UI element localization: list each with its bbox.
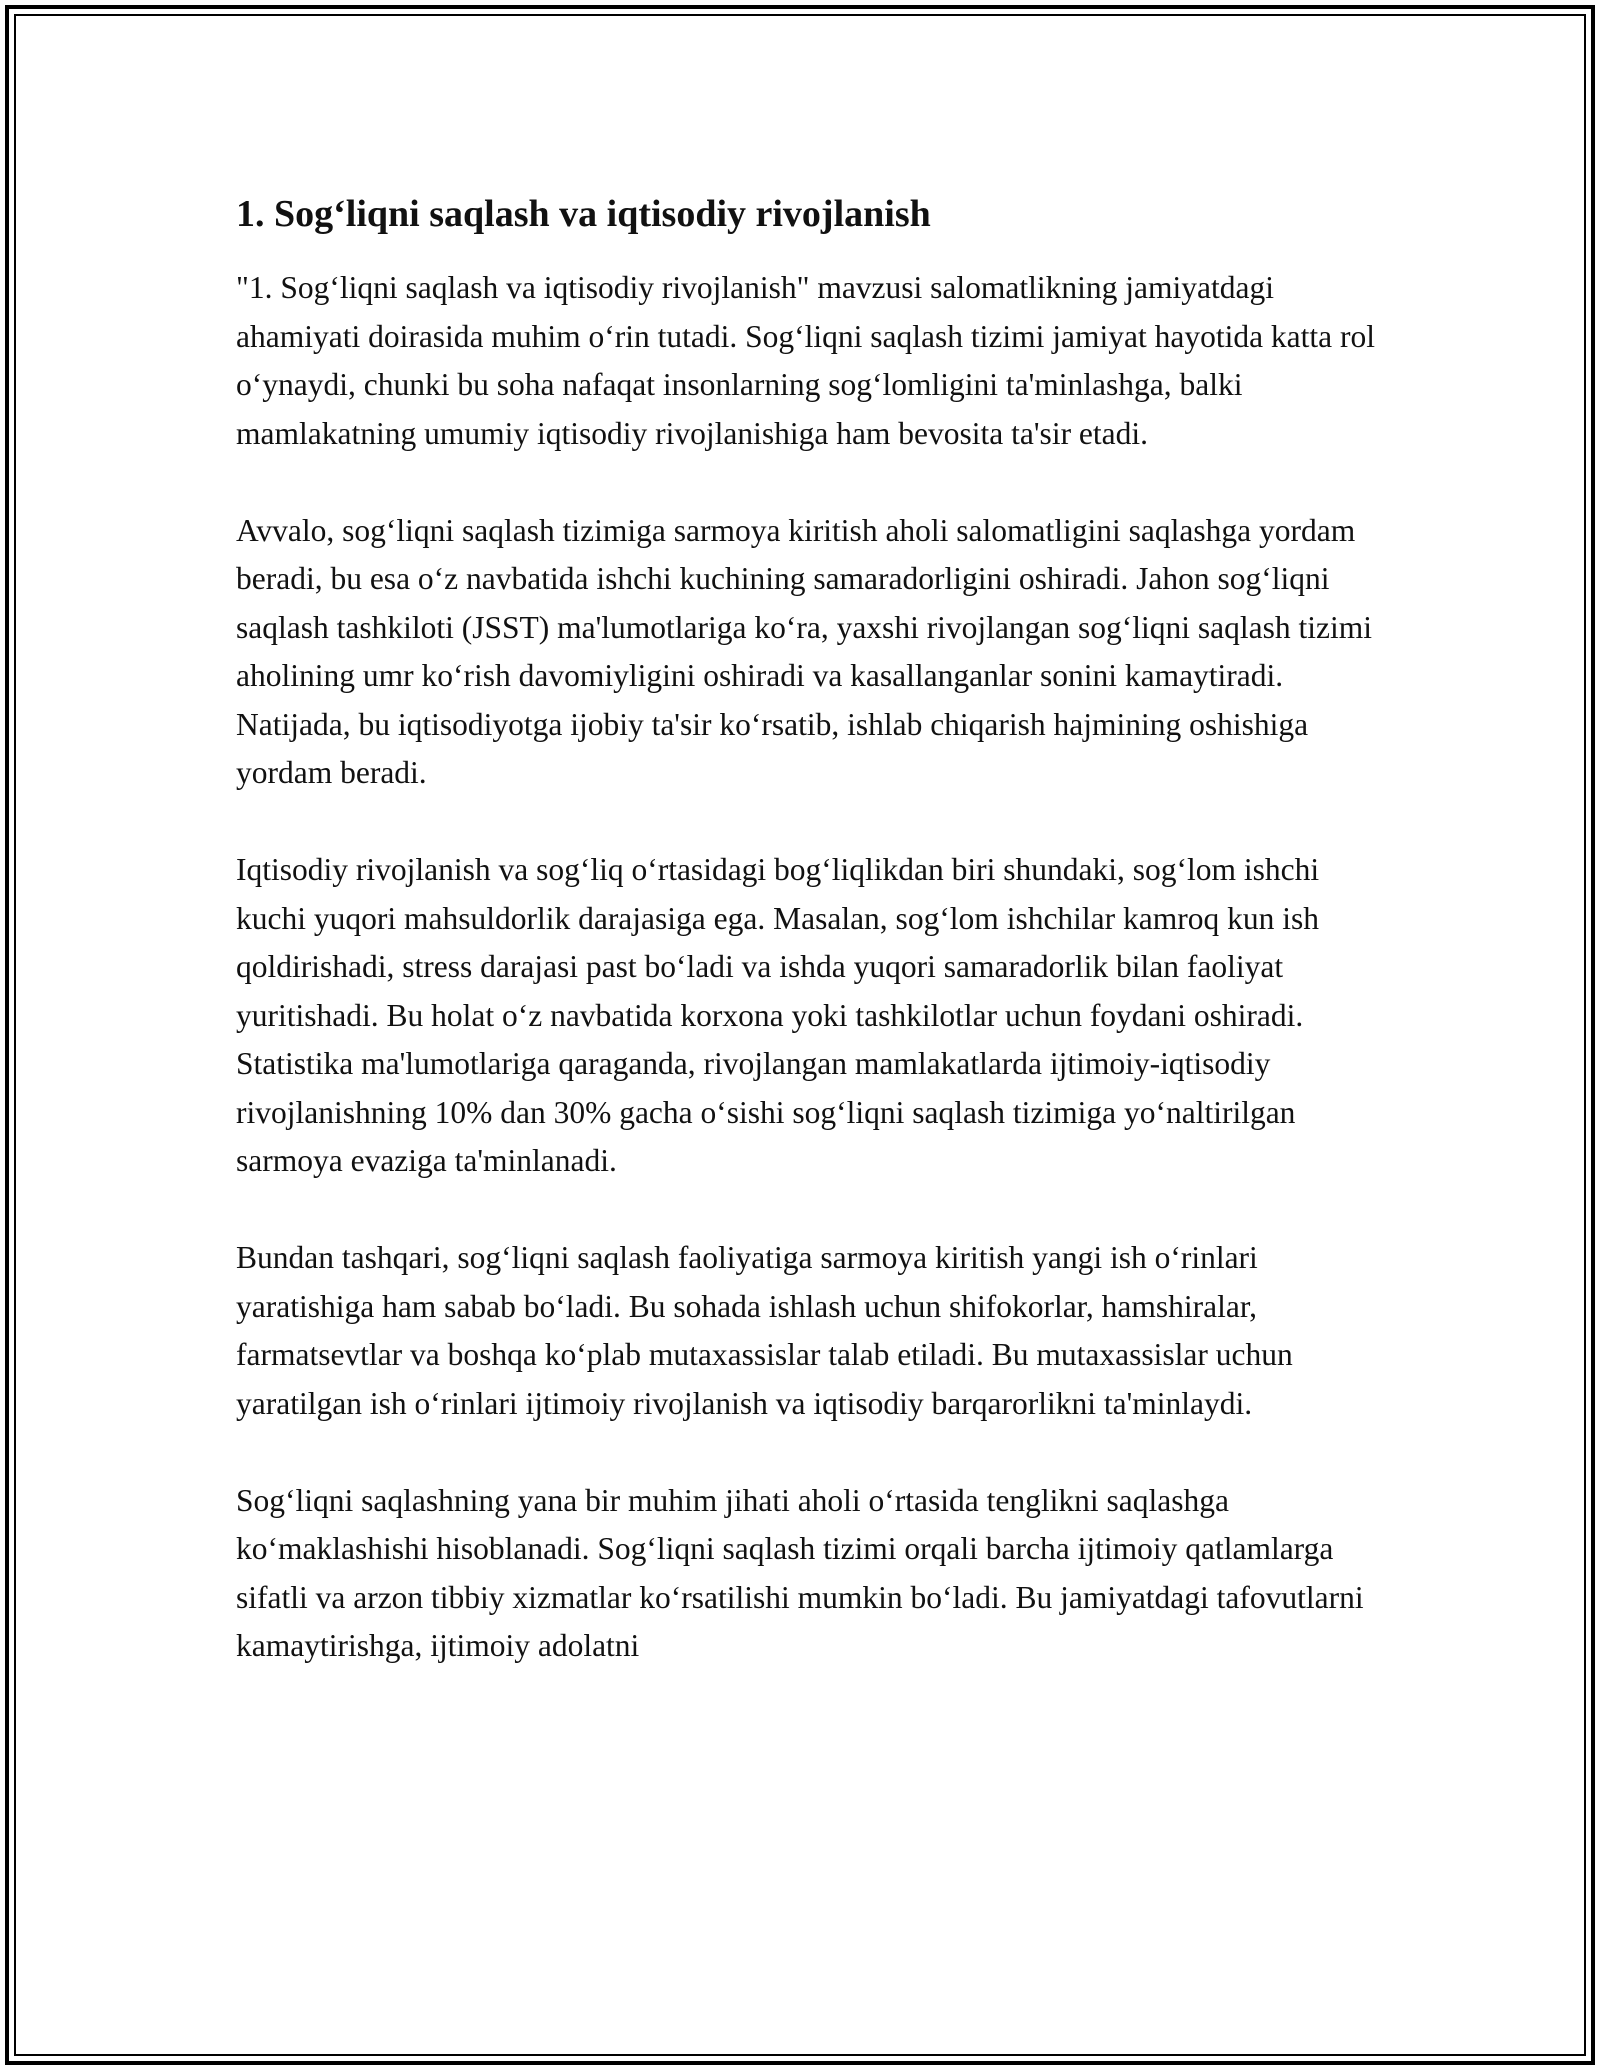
document-title: 1. Sog‘liqni saqlash va iqtisodiy rivojlanish <box>236 193 931 235</box>
paragraph-5: Sog‘liqni saqlashning yana bir muhim jihati aholi o‘rtasida tenglikni saqlashga ko‘maklashishi hisoblanadi. Sog‘liqni saqlash tizimi orqali barcha ijtimoiy qatlamlarga sifatli va arzon tibbiy xizmatlar ko‘rsatilishi mumkin bo‘ladi. Bu jamiyatdagi tafovutlarni kamaytirishga, ijtimoiy adolatni <box>236 1482 1364 1663</box>
paragraph-4: Bundan tashqari, sog‘liqni saqlash faoliyatiga sarmoya kiritish yangi ish o‘rinlari yaratishiga ham sabab bo‘ladi. Bu sohada ishlash uchun shifokorlar, hamshiralar, farmatsevtlar va boshqa ko‘plab mutaxassislar talab etiladi. Bu mutaxassislar uchun yaratilgan ish o‘rinlari ijtimoiy rivojlanish va iqtisodiy barqarorlikni ta'minlaydi. <box>236 1240 1293 1421</box>
document-body <box>236 190 1376 1671</box>
paragraph-2: Avvalo, sog‘liqni saqlash tizimiga sarmoya kiritish aholi salomatligini saqlashga yordam beradi, bu esa o‘z navbatida ishchi kuchining samaradorligini oshiradi. Jahon sog‘liqni saqlash tashkiloti (JSST) ma'lumotlariga ko‘ra, yaxshi rivojlangan sog‘liqni saqlash tizimi aholining umr ko‘rish davomiyligini oshiradi va kasallanganlar sonini kamaytiradi. Natijada, bu iqtisodiyotga ijobiy ta'sir ko‘rsatib, ishlab chiqarish hajmining oshishiga yordam beradi. <box>236 512 1372 790</box>
paragraph-1: "1. Sog‘liqni saqlash va iqtisodiy rivojlanish" mavzusi salomatlikning jamiyatdagi ahamiyati doirasida muhim o‘rin tutadi. Sog‘liqni saqlash tizimi jamiyat hayotida katta rol o‘ynaydi, chunki bu soha nafaqat insonlarning sog‘lomligini ta'minlashga, balki mamlakatning umumiy iqtisodiy rivojlanishiga ham bevosita ta'sir etadi. <box>236 270 1376 451</box>
paragraph-3: Iqtisodiy rivojlanish va sog‘liq o‘rtasidagi bog‘liqlikdan biri shundaki, sog‘lom ishchi kuchi yuqori mahsuldorlik darajasiga ega. Masalan, sog‘lom ishchilar kamroq kun ish qoldirishadi, stress darajasi past bo‘ladi va ishda yuqori samaradorlik bilan faoliyat yuritishadi. Bu holat o‘z navbatida korxona yoki tashkilotlar uchun foydani oshiradi. Statistika ma'lumotlariga qaraganda, rivojlangan mamlakatlarda ijtimoiy-iqtisodiy rivojlanishning 10% dan 30% gacha o‘sishi sog‘liqni saqlash tizimiga yo‘naltirilgan sarmoya evaziga ta'minlanadi. <box>236 852 1320 1178</box>
